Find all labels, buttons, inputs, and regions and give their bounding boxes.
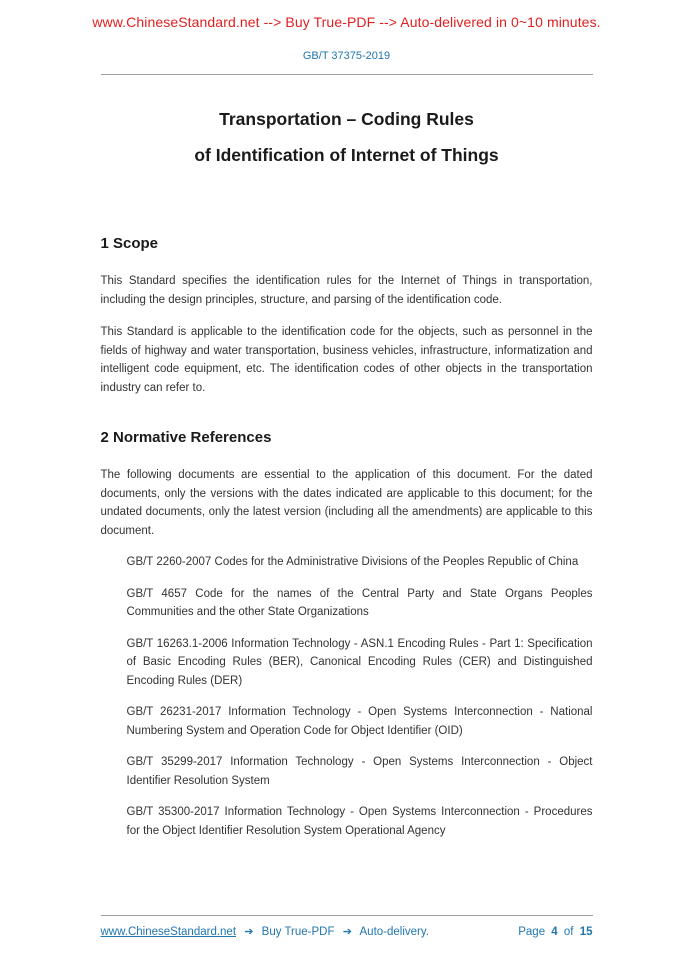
- arrow-right-icon: ➔: [342, 926, 352, 938]
- arrow-right-icon: ➔: [244, 926, 254, 938]
- page-indicator: [515, 926, 592, 938]
- scope-paragraph-2: This Standard is applicable to the identification code for the objects, such as personnel in the fields of highway and water transportation, business vehicles, infrastructure, informatization and intelligent code equipment, etc. The identification codes of other objects in the transportation industry can refer to.: [100, 326, 593, 394]
- page-label: Page: [518, 926, 546, 938]
- page-total: 15: [579, 926, 593, 938]
- footer-left-group: [101, 925, 429, 938]
- footer-delivery-text: Auto-delivery.: [359, 926, 429, 938]
- footer-divider: [101, 915, 593, 916]
- standard-number: GB/T 37375-2019: [302, 50, 391, 62]
- reference-item: GB/T 2260-2007 Codes for the Administrative Divisions of the Peoples Republic of China: [126, 556, 579, 568]
- page-number: 4: [551, 926, 558, 938]
- scope-paragraph-1: This Standard specifies the identification rules for the Internet of Things in transportation, including the design principles, structure, and parsing of the identification code.: [100, 275, 593, 306]
- title-line-1: Transportation – Coding Rules: [219, 109, 474, 129]
- footer-site-link[interactable]: www.ChineseStandard.net: [100, 926, 237, 938]
- reference-item: GB/T 35299-2017 Information Technology - Open Systems Interconnection - Object Identifier Resolution System: [126, 756, 593, 787]
- title-line-2: of Identification of Internet of Things: [194, 145, 499, 165]
- section-heading-scope: 1 Scope: [100, 235, 159, 252]
- header-divider: [101, 74, 593, 75]
- reference-item: GB/T 35300-2017 Information Technology - Open Systems Interconnection - Procedures for the Object Identifier Resolution System Operational Agency: [126, 806, 593, 837]
- page-footer: [0, 915, 693, 938]
- document-title: [101, 101, 593, 173]
- section-heading-normative-references: 2 Normative References: [100, 429, 272, 446]
- footer-buy-text: Buy True-PDF: [261, 926, 335, 938]
- reference-item: GB/T 26231-2017 Information Technology - Open Systems Interconnection - National Numbering System and Operation Code for Object Identifier (OID): [126, 706, 593, 737]
- promo-banner: www.ChineseStandard.net --> Buy True-PDF --> Auto-delivered in 0~10 minutes.: [92, 14, 601, 30]
- normative-references-intro: The following documents are essential to the application of this document. For the dated documents, only the versions with the dates indicated are applicable to this document; for the undated documents, only the latest version (including all the amendments) are applicable to this document.: [100, 469, 593, 537]
- reference-item: GB/T 16263.1-2006 Information Technology - ASN.1 Encoding Rules - Part 1: Specification of Basic Encoding Rules (BER), Canonical Encoding Rules (CER) and Distinguished Encoding Rules (DER): [126, 637, 593, 687]
- of-label: of: [563, 926, 574, 938]
- page-content: [101, 50, 593, 840]
- reference-item: GB/T 4657 Code for the names of the Central Party and State Organs Peoples Communities and the other State Organizations: [126, 587, 593, 618]
